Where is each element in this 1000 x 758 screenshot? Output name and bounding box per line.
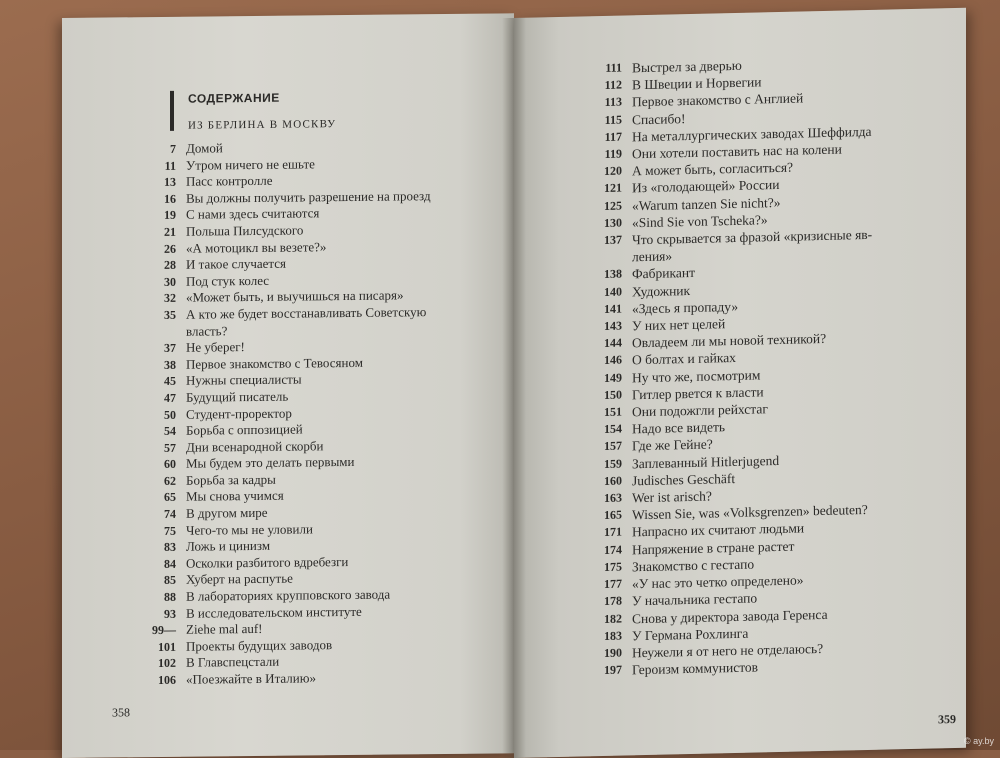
toc-title: Неужели я от него не отделаюсь? <box>632 640 824 661</box>
toc-page-number: 101 <box>158 639 176 654</box>
toc-page-number: 160 <box>604 473 622 488</box>
toc-page-number: 45 <box>164 374 176 389</box>
toc-page-number: 190 <box>604 645 622 660</box>
toc-page-number: 7 <box>170 141 176 156</box>
toc-page-number: 112 <box>604 77 622 93</box>
toc-page-number: 38 <box>164 357 176 372</box>
toc-page-number: 130 <box>604 215 622 230</box>
toc-title: Вы должны получить разрешение на проезд <box>186 187 431 206</box>
toc-title: Ложь и цинизм <box>186 538 271 554</box>
toc-title: В Швеции и Норвегии <box>632 74 762 93</box>
contents-heading: СОДЕРЖАНИЕ <box>188 90 280 106</box>
page-number-left: 358 <box>112 705 130 720</box>
book-gutter <box>502 18 526 758</box>
toc-title: «Здесь я пропаду» <box>632 298 739 317</box>
right-page <box>514 8 966 758</box>
toc-page-number: 183 <box>604 628 622 643</box>
toc-title: Первое знакомство с Тевосяном <box>186 354 363 372</box>
toc-title: Осколки разбитого вдребезги <box>186 553 349 571</box>
toc-page-number: 159 <box>604 456 622 471</box>
toc-title: Они хотели поставить нас на колени <box>632 141 842 162</box>
toc-list-right <box>576 52 956 680</box>
toc-title: А кто же будет восстанавливать Советскую <box>186 304 427 322</box>
toc-title: Из «голодающей» России <box>632 177 780 196</box>
toc-title: «У нас это четко определено» <box>632 572 804 592</box>
heading-rule <box>170 91 174 131</box>
toc-title: ления» <box>632 248 673 265</box>
toc-title: Овладеем ли мы новой техникой? <box>632 331 827 351</box>
toc-title: У Германа Рохлинга <box>632 625 749 644</box>
toc-title: В исследовательском институте <box>186 603 362 621</box>
toc-page-number: 144 <box>604 335 622 351</box>
toc-page-number: 143 <box>604 318 622 334</box>
toc-page-number: 113 <box>604 94 622 110</box>
toc-title: Героизм коммунистов <box>632 659 759 678</box>
toc-page-number: 146 <box>604 353 622 368</box>
toc-title: Дни всенародной скорби <box>186 437 324 455</box>
toc-page-number: 84 <box>164 556 176 571</box>
toc-page-number: 11 <box>164 158 176 173</box>
toc-page-number: 50 <box>164 407 176 422</box>
toc-title: Будущий писатель <box>186 388 289 405</box>
toc-title: И такое случается <box>186 255 287 272</box>
toc-page-number: 171 <box>604 525 622 540</box>
toc-page-number: 99— <box>152 623 176 638</box>
toc-title: «Поезжайте в Италию» <box>186 670 316 687</box>
toc-title: Домой <box>186 140 223 156</box>
toc-title: «Может быть, и выучишься на писаря» <box>186 287 404 306</box>
toc-title: Снова у директора завода Геренса <box>632 606 828 626</box>
toc-page-number: 138 <box>604 266 622 282</box>
toc-page-number: 163 <box>604 490 622 506</box>
toc-page-number: 28 <box>164 257 176 273</box>
toc-title: Нужны специалисты <box>186 371 302 389</box>
toc-page-number: 154 <box>604 421 622 437</box>
toc-title: В лабораториях крупповского завода <box>186 586 391 604</box>
toc-page-number: 35 <box>164 307 176 322</box>
toc-title: Напрасно их считают людьми <box>632 520 805 540</box>
toc-page-number: 75 <box>164 523 176 538</box>
toc-page-number: 54 <box>164 423 176 439</box>
toc-title: Мы снова учимся <box>186 488 284 505</box>
toc-title: У начальника гестапо <box>632 590 758 609</box>
toc-title: Ну что же, посмотрим <box>632 367 761 385</box>
toc-title: Проекты будущих заводов <box>186 636 333 654</box>
toc-page-number: 62 <box>164 473 176 488</box>
open-book <box>62 18 962 758</box>
toc-page-number: 93 <box>164 606 176 621</box>
toc-page-number: 21 <box>164 224 176 239</box>
toc-title: На металлургических заводах Шеффилда <box>632 123 872 145</box>
toc-title: У них нет целей <box>632 316 726 334</box>
toc-title: Judisches Geschäft <box>632 470 736 489</box>
toc-title: Ziehe mal auf! <box>186 621 263 637</box>
toc-page-number: 174 <box>604 542 622 557</box>
toc-page-number: 32 <box>164 291 176 306</box>
toc-page-number: 83 <box>164 540 176 555</box>
toc-page-number: 47 <box>164 390 176 405</box>
toc-page-number: 165 <box>604 507 622 523</box>
toc-page-number: 117 <box>604 129 622 144</box>
toc-page-number: 197 <box>604 662 622 678</box>
toc-title: Надо все видеть <box>632 419 726 437</box>
toc-page-number: 121 <box>604 180 622 196</box>
toc-title: Wissen Sie, was «Volksgrenzen» bedeuten? <box>632 502 868 523</box>
toc-page-number: 106 <box>158 672 176 687</box>
toc-page-number: 115 <box>604 112 622 127</box>
toc-title: А может быть, согласиться? <box>632 159 794 179</box>
toc-title: Чего-то мы не уловили <box>186 521 313 538</box>
section-heading: ИЗ БЕРЛИНА В МОСКВУ <box>188 118 337 132</box>
toc-title: Заплеванный Hitlerjugend <box>632 452 780 471</box>
toc-page-number: 85 <box>164 573 176 588</box>
toc-title: Они подожгли рейхстаг <box>632 401 768 420</box>
toc-page-number: 37 <box>164 340 176 356</box>
toc-page-number: 119 <box>604 146 622 161</box>
watermark: © ay.by <box>964 736 994 746</box>
toc-title: Что скрывается за фразой «кризисные яв- <box>632 226 873 248</box>
toc-page-number: 88 <box>164 589 176 604</box>
toc-title: С нами здесь считаются <box>186 205 320 223</box>
toc-page-number: 16 <box>164 191 176 206</box>
toc-page-number: 151 <box>604 404 622 420</box>
toc-page-number: 74 <box>164 506 176 521</box>
toc-title: Пасс контролле <box>186 172 273 189</box>
toc-title: Мы будем это делать первыми <box>186 454 355 471</box>
toc-list-left <box>138 137 498 688</box>
toc-title: Где же Гейне? <box>632 436 713 454</box>
toc-page-number: 140 <box>604 284 622 299</box>
toc-page-number: 137 <box>604 232 622 247</box>
toc-title: Студент-проректор <box>186 405 292 422</box>
toc-title: Выстрел за дверью <box>632 57 742 76</box>
toc-page-number: 177 <box>604 576 622 592</box>
toc-title: Художник <box>632 282 691 299</box>
toc-title: В Главспецстали <box>186 654 280 671</box>
toc-title: Борьба с оппозицией <box>186 421 303 438</box>
toc-title: Знакомство с гестапо <box>632 556 755 575</box>
toc-title: Польша Пилсудского <box>186 222 304 239</box>
toc-page-number: 102 <box>158 656 176 671</box>
toc-page-number: 57 <box>164 440 176 455</box>
toc-page-number: 13 <box>164 174 176 190</box>
toc-title: власть? <box>186 322 228 339</box>
toc-title: Утром ничего не ешьте <box>186 155 315 173</box>
toc-page-number: 157 <box>604 439 622 454</box>
toc-title: О болтах и гайках <box>632 350 736 368</box>
toc-page-number: 141 <box>604 301 622 316</box>
toc-title: «Sind Sie von Tscheka?» <box>632 212 768 231</box>
toc-title: Хуберт на распутье <box>186 571 293 588</box>
toc-title: Не уберег! <box>186 339 245 355</box>
toc-title: В другом мире <box>186 504 268 521</box>
toc-title: Под стук колес <box>186 272 270 289</box>
toc-page-number: 150 <box>604 387 622 402</box>
toc-page-number: 65 <box>164 490 176 505</box>
toc-page-number: 26 <box>164 241 176 256</box>
page-number-right: 359 <box>938 711 956 727</box>
toc-page-number: 125 <box>604 198 622 213</box>
toc-title: Фабрикант <box>632 265 695 282</box>
toc-title: Первое знакомство с Англией <box>632 90 804 110</box>
left-page <box>62 13 514 758</box>
toc-page-number: 182 <box>604 611 622 626</box>
toc-page-number: 175 <box>604 559 622 574</box>
toc-page-number: 120 <box>604 163 622 179</box>
toc-page-number: 19 <box>164 208 176 223</box>
toc-title: Борьба за кадры <box>186 471 276 488</box>
toc-entry <box>138 668 498 688</box>
toc-page-number: 111 <box>605 60 622 75</box>
toc-title: Wer ist arisch? <box>632 488 712 506</box>
toc-page-number: 60 <box>164 457 176 472</box>
toc-page-number: 178 <box>604 593 622 609</box>
toc-title: «Warum tanzen Sie nicht?» <box>632 194 781 213</box>
toc-title: «А мотоцикл вы везете?» <box>186 238 327 256</box>
toc-title: Напряжение в стране растет <box>632 538 795 558</box>
toc-title: Спасибо! <box>632 110 686 127</box>
toc-page-number: 30 <box>164 274 176 289</box>
toc-page-number: 149 <box>604 370 622 385</box>
toc-title: Гитлер рвется к власти <box>632 384 764 403</box>
